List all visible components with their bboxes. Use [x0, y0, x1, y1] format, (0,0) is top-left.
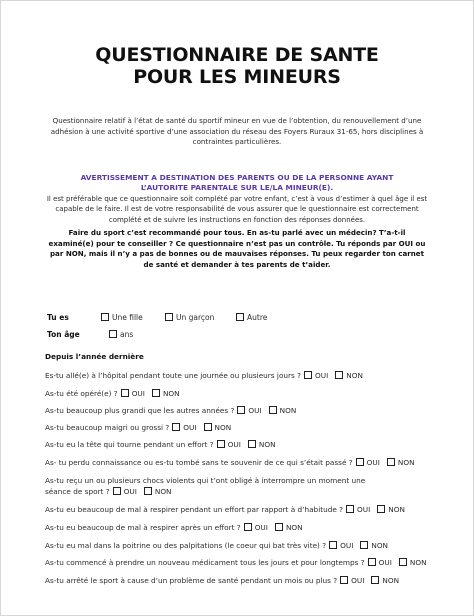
yes-label: OUI [131, 389, 145, 398]
no-checkbox[interactable] [269, 406, 277, 414]
page-title-line-2: POUR LES MINEURS [133, 66, 341, 88]
question-item [45, 370, 455, 381]
question-item [45, 457, 455, 468]
no-label: NON [397, 458, 415, 467]
question-item [45, 475, 375, 497]
yes-checkbox[interactable] [172, 423, 180, 431]
boy-checkbox[interactable] [165, 313, 173, 321]
yes-checkbox[interactable] [121, 389, 129, 397]
recommendation-paragraph: Faire du sport c’est recommandé pour tous. En as-tu parlé avec un médecin? T’a-t-il examiné(e) pour te conseiller ? Ce questionnaire n’est pas un contrôle. Tu réponds par OUI ou par NON, mais il n’y a pas de bonnes ou de mauvaises réponses. Tu peux regarder ton carnet de santé et demander à tes parents de t’aider. [48, 228, 426, 270]
question-item [45, 540, 455, 551]
question-text: As-tu commencé à prendre un nouveau médicament tous les jours et pour longtemps ? [45, 558, 365, 567]
question-item [45, 557, 455, 568]
question-item [45, 522, 455, 533]
yes-checkbox[interactable] [244, 523, 252, 531]
yes-label: OUI [366, 458, 380, 467]
no-label: NON [162, 389, 180, 398]
question-text: As-tu beaucoup maigri ou grossi ? [45, 423, 170, 432]
no-checkbox[interactable] [335, 371, 343, 379]
question-item [45, 422, 455, 433]
no-checkbox[interactable] [275, 523, 283, 531]
age-unit: ans [120, 330, 134, 339]
section-title: Depuis l’année dernière [45, 352, 144, 361]
question-text: As-tu beaucoup plus grandi que les autres années ? [45, 406, 235, 415]
yes-label: OUI [378, 558, 392, 567]
no-checkbox[interactable] [399, 558, 407, 566]
question-text: As-tu eu beaucoup de mal à respirer pendant un effort par rapport à d’habitude ? [45, 505, 344, 514]
yes-label: OUI [351, 576, 365, 585]
no-label: NON [388, 505, 405, 514]
age-input-box[interactable] [109, 330, 117, 338]
no-checkbox[interactable] [204, 423, 212, 431]
question-text: As-tu été opéré(e) ? [45, 389, 118, 398]
warning-heading: AVERTISSEMENT A DESTINATION DES PARENTS OU DE LA PERSONNE AYANT L’AUTORITE PARENTALE SUR LE/LA MINEUR(E). [80, 173, 394, 193]
yes-label: OUI [123, 487, 137, 496]
no-label: NON [258, 440, 276, 449]
question-text: As-tu eu la tête qui tourne pendant un effort ? [45, 440, 214, 449]
no-label: NON [285, 523, 303, 532]
no-label: NON [154, 487, 172, 496]
yes-label: OUI [357, 505, 371, 514]
yes-checkbox[interactable] [368, 558, 376, 566]
no-checkbox[interactable] [152, 389, 160, 397]
question-item [45, 405, 455, 416]
question-text: As- tu perdu connaissance ou es-tu tombé sans te souvenir de ce qui s’était passé ? [45, 458, 353, 467]
age-label: Ton âge [47, 330, 80, 339]
no-checkbox[interactable] [371, 576, 379, 584]
question-text: As-tu reçu un ou plusieurs chocs violents qui t’ont obligé à interrompre un moment une séance de sport ? [45, 476, 366, 496]
question-item [45, 504, 455, 515]
gender-label: Tu es [47, 313, 69, 322]
no-label: NON [214, 423, 232, 432]
gender-option-boy[interactable] [165, 313, 214, 322]
intro-paragraph: Questionnaire relatif à l’état de santé du sportif mineur en vue de l’obtention, du renouvellement d’une adhésion à une activité sportive d’une association du réseau des Foyers Ruraux 31-65, hors disciplines à contraintes particulières. [50, 116, 424, 146]
yes-label: OUI [248, 406, 262, 415]
yes-checkbox[interactable] [340, 576, 348, 584]
yes-checkbox[interactable] [346, 505, 354, 513]
question-text: As-tu eu beaucoup de mal à respirer après un effort ? [45, 523, 241, 532]
yes-checkbox[interactable] [217, 440, 225, 448]
question-item [45, 439, 455, 450]
yes-label: OUI [315, 371, 329, 380]
yes-label: OUI [183, 423, 197, 432]
no-checkbox[interactable] [387, 458, 395, 466]
yes-checkbox[interactable] [356, 458, 364, 466]
gender-option-girl[interactable] [101, 313, 143, 322]
gender-option-other[interactable] [236, 313, 267, 322]
gender-option-boy-label: Un garçon [176, 313, 215, 322]
question-item [45, 575, 455, 586]
no-checkbox[interactable] [144, 487, 152, 495]
no-label: NON [346, 371, 363, 380]
question-text: Es-tu allé(e) à l’hôpital pendant toute une journée ou plusieurs jours ? [45, 371, 302, 380]
no-label: NON [279, 406, 297, 415]
age-field[interactable] [109, 330, 133, 339]
yes-label: OUI [227, 440, 241, 449]
yes-label: OUI [340, 541, 354, 550]
gender-option-girl-label: Une fille [112, 313, 143, 322]
other-checkbox[interactable] [236, 313, 244, 321]
yes-checkbox[interactable] [329, 541, 337, 549]
question-item [45, 388, 455, 399]
girl-checkbox[interactable] [101, 313, 109, 321]
no-checkbox[interactable] [360, 541, 368, 549]
yes-checkbox[interactable] [304, 371, 312, 379]
warning-body: Il est préférable que ce questionnaire soit complété par votre enfant, c’est à vous d’estimer à quel âge il est capable de le faire. Il est de votre responsabilité de vous assurer que le questionnaire est correctement complété et de suivre les instructions en fonction des réponses données. [46, 195, 428, 224]
yes-label: OUI [254, 523, 268, 532]
yes-checkbox[interactable] [237, 406, 245, 414]
page-title-line-1: QUESTIONNAIRE DE SANTE [95, 44, 379, 66]
no-checkbox[interactable] [248, 440, 256, 448]
no-label: NON [382, 576, 400, 585]
no-label: NON [409, 558, 427, 567]
question-text: As-tu arrêté le sport à cause d’un problème de santé pendant un mois ou plus ? [45, 576, 338, 585]
no-label: NON [371, 541, 389, 550]
gender-option-other-label: Autre [247, 313, 268, 322]
yes-checkbox[interactable] [113, 487, 121, 495]
no-checkbox[interactable] [377, 505, 385, 513]
question-text: As-tu eu mal dans la poitrine ou des palpitations (le coeur qui bat très vite) ? [45, 541, 327, 550]
